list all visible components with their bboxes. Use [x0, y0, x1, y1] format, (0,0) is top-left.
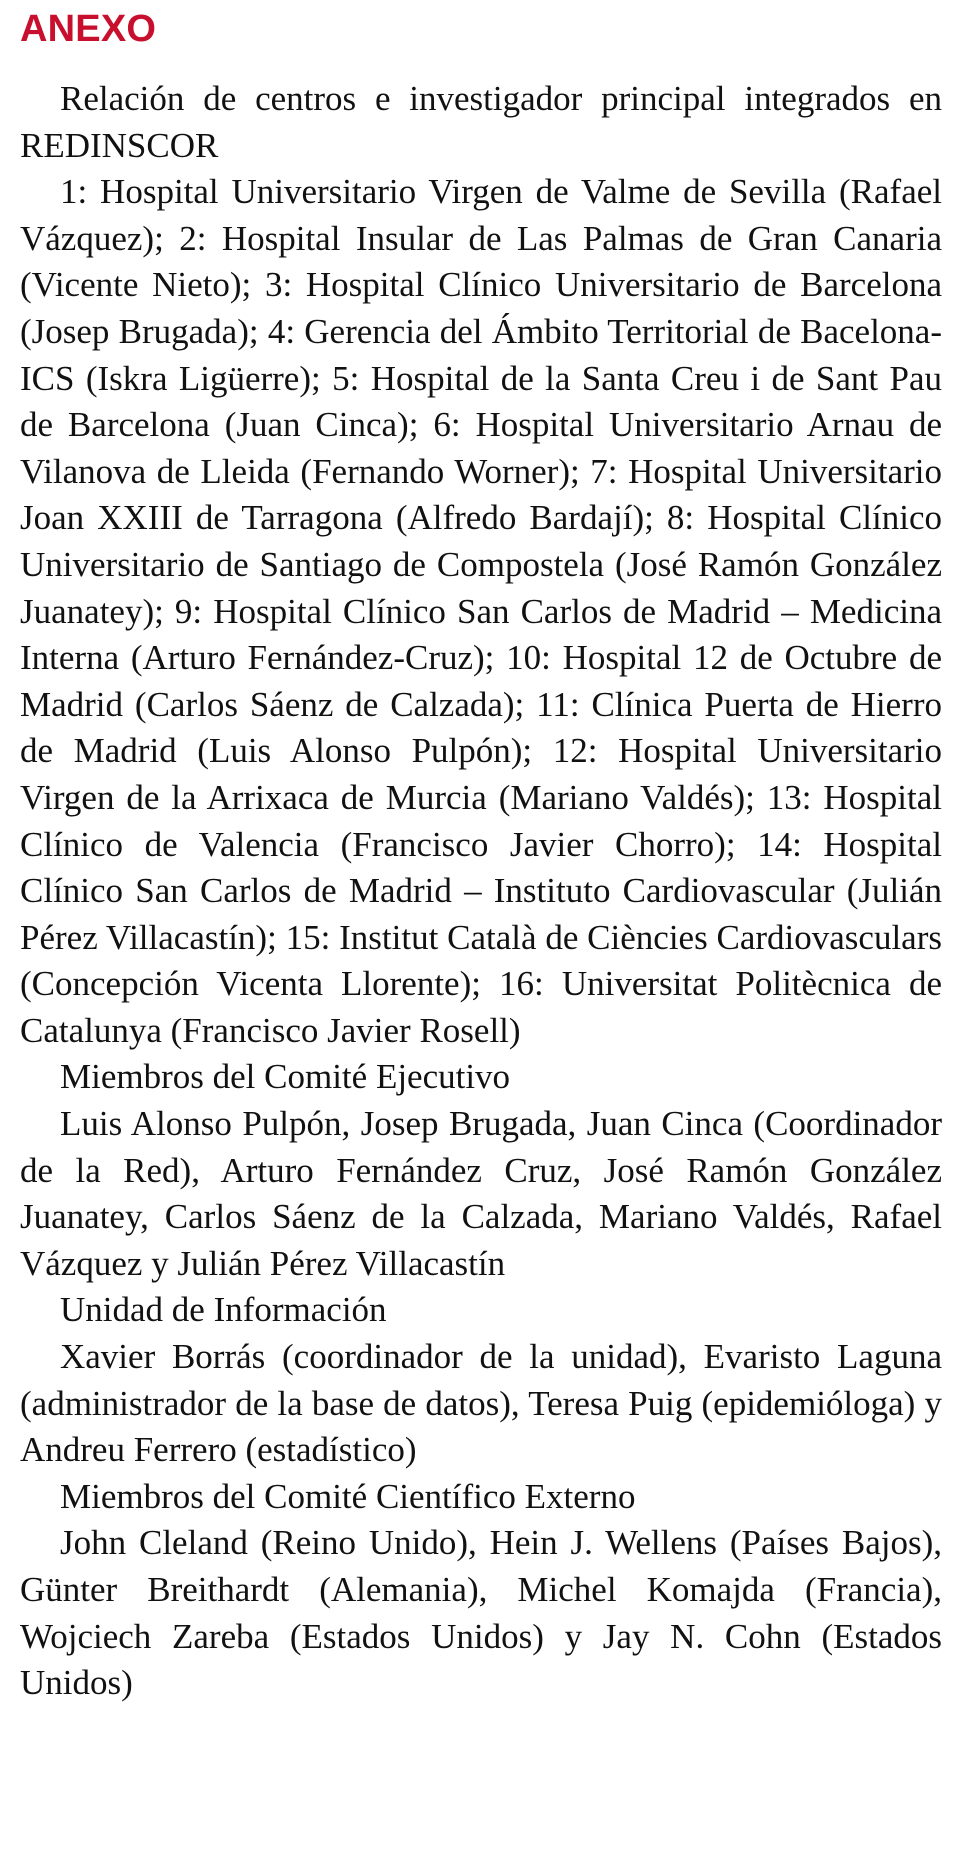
centros-title: Relación de centros e investigador principal integrados en REDINSCOR — [20, 79, 942, 165]
annex-page — [20, 0, 942, 1707]
unidad-informacion-members: Xavier Borrás (coordinador de la unidad), Evaristo Laguna (administrador de la base de datos), Teresa Puig (epidemióloga) y Andreu Ferrero (estadístico) — [20, 1337, 942, 1470]
comite-externo-members: John Cleland (Reino Unido), Hein J. Wellens (Países Bajos), Günter Breithardt (Alemania), Michel Komajda (Francia), Wojciech Zareba (Estados Unidos) y Jay N. Cohn (Estados Unidos) — [20, 1523, 942, 1703]
comite-externo-title: Miembros del Comité Científico Externo — [60, 1476, 636, 1516]
comite-ejecutivo-title: Miembros del Comité Ejecutivo — [60, 1057, 511, 1097]
unidad-informacion-title: Unidad de Información — [60, 1290, 387, 1330]
annex-heading: ANEXO — [20, 8, 157, 50]
centros-list: 1: Hospital Universitario Virgen de Valme de Sevilla (Rafael Vázquez); 2: Hospital Insular de Las Palmas de Gran Canaria (Vicente Nieto); 3: Hospital Clínico Universitario de Barcelona (Josep Brugada); 4: Gerencia del Ámbito Territorial de Bacelona-ICS (Iskra Ligüerre); 5: Hospital de la Santa Creu i de Sant Pau de Barcelona (Juan Cinca); 6: Hospital Universitario Arnau de Vilanova de Lleida (Fernando Worner); 7: Hospital Universitario Joan XXIII de Tarragona (Alfredo Bardají); 8: Hospital Clínico Universitario de Santiago de Compostela (José Ramón González Juanatey); 9: Hospital Clínico San Carlos de Madrid – Medicina Interna (Arturo Fernández-Cruz); 10: Hospital 12 de Octubre de Madrid (Carlos Sáenz de Calzada); 11: Clínica Puerta de Hierro de Madrid (Luis Alonso Pulpón); 12: Hospital Universitario Virgen de la Arrixaca de Murcia (Mariano Valdés); 13: Hospital Clínico de Valencia (Francisco Javier Chorro); 14: Hospital Clínico San Carlos de Madrid – Instituto Cardiovascular (Julián Pérez Villacastín); 15: Institut Català de Ciències Cardiovasculars (Concepción Vicenta Llorente); 16: Universitat Politècnica de Catalunya (Francisco Javier Rosell) — [20, 172, 942, 1050]
comite-ejecutivo-members: Luis Alonso Pulpón, Josep Brugada, Juan Cinca (Coordinador de la Red), Arturo Fernández Cruz, José Ramón González Juanatey, Carlos Sáenz de la Calzada, Mariano Valdés, Rafael Vázquez y Julián Pérez Villacastín — [20, 1104, 942, 1283]
